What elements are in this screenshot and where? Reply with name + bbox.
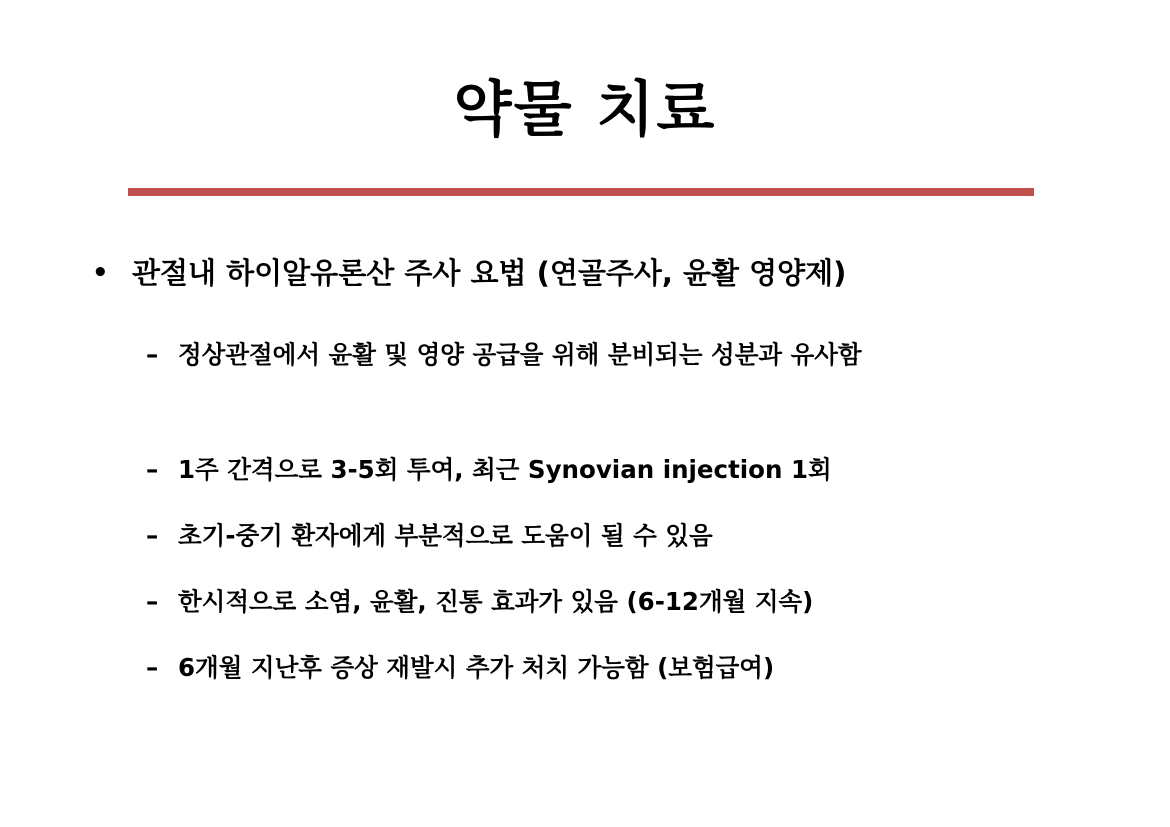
- sub-bullet-text: 한시적으로 소염, 윤활, 진통 효과가 있음 (6-12개월 지속): [178, 587, 814, 616]
- slide-title: 약물 치료: [453, 75, 717, 145]
- sub-bullet-text: 1주 간격으로 3-5회 투여, 최근 Synovian injection 1회: [178, 455, 832, 484]
- sub-bullet-marker: –: [146, 521, 159, 550]
- sub-bullet-marker: –: [146, 455, 159, 484]
- sub-bullet-marker: –: [146, 587, 159, 616]
- bullet-text: 관절내 하이알유론산 주사 요법 (연골주사, 윤활 영양제): [132, 256, 847, 290]
- sub-bullet-text: 6개월 지난후 증상 재발시 추가 처치 가능함 (보험급여): [178, 653, 775, 682]
- title-divider: [128, 188, 1034, 196]
- sub-bullet-marker: –: [146, 653, 159, 682]
- sub-bullet-text: 정상관절에서 윤활 및 영양 공급을 위해 분비되는 성분과 유사함: [178, 340, 862, 369]
- sub-bullet-marker: –: [146, 340, 159, 369]
- sub-bullet-text: 초기-중기 환자에게 부분적으로 도움이 될 수 있음: [178, 521, 713, 550]
- bullet-marker: •: [92, 258, 109, 288]
